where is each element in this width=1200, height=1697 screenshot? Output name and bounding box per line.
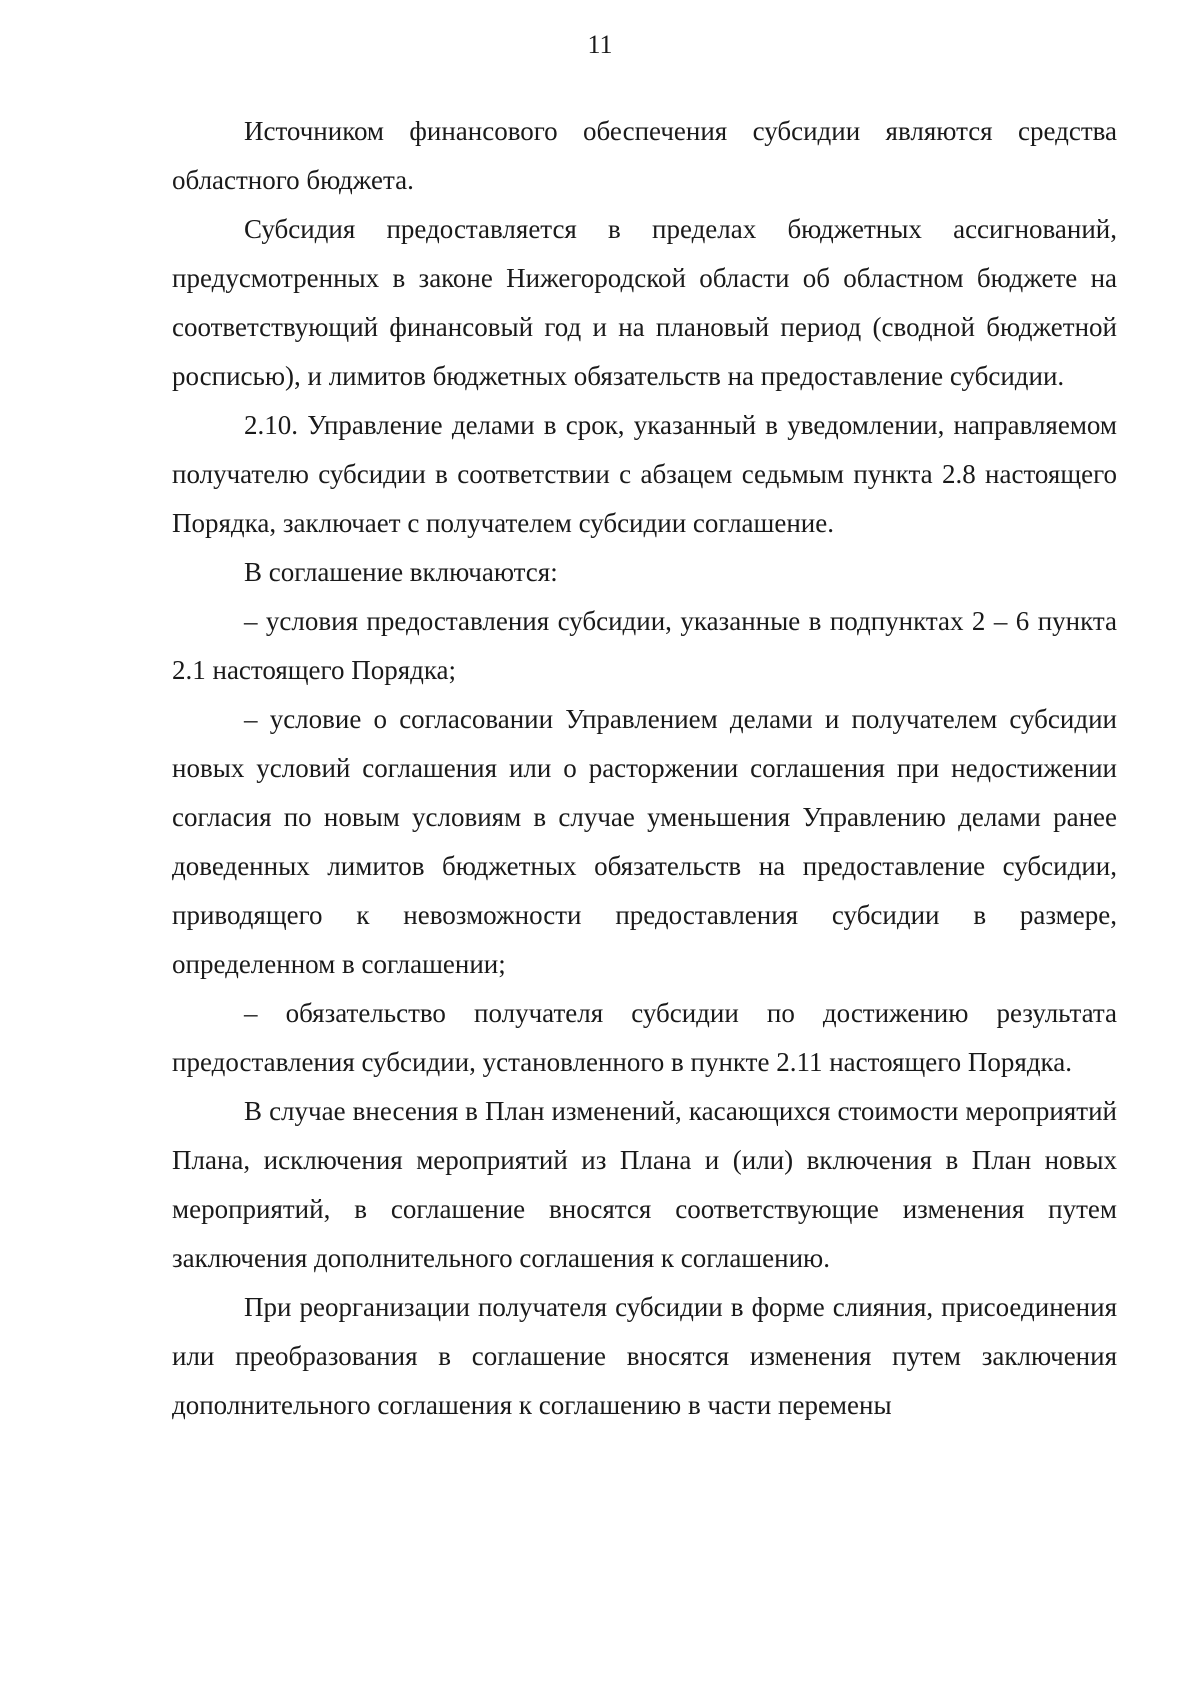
- page-number: 11: [587, 30, 613, 59]
- list-item-conditions: – условия предоставления субсидии, указанные в подпунктах 2 – 6 пункта 2.1 настоящего Порядка;: [172, 606, 1117, 685]
- paragraph-funding-source: Источником финансового обеспечения субсидии являются средства областного бюджета.: [172, 116, 1117, 195]
- document-body: [172, 107, 1117, 1430]
- list-item-obligation: – обязательство получателя субсидии по достижению результата предоставления субсидии, установленного в пункте 2.11 настоящего Порядка.: [172, 998, 1117, 1077]
- list-item-agreement-changes: – условие о согласовании Управлением делами и получателем субсидии новых условий соглашения или о расторжении соглашения при недостижении согласия по новым условиям в случае уменьшения Управлению делами ранее доведенных лимитов бюджетных обязательств на предоставление субсидии, приводящего к невозможности предоставления субсидии в размере, определенном в соглашении;: [172, 704, 1117, 979]
- paragraph-plan-changes: В случае внесения в План изменений, касающихся стоимости мероприятий Плана, исключения мероприятий из Плана и (или) включения в План новых мероприятий, в соглашение вносятся соответствующие изменения путем заключения дополнительного соглашения к соглашению.: [172, 1096, 1117, 1273]
- paragraph-clause-2-10: 2.10. Управление делами в срок, указанный в уведомлении, направляемом получателю субсидии в соответствии с абзацем седьмым пункта 2.8 настоящего Порядка, заключает с получателем субсидии соглашение.: [172, 410, 1117, 538]
- paragraph-reorganization: При реорганизации получателя субсидии в форме слияния, присоединения или преобразования в соглашение вносятся изменения путем заключения дополнительного соглашения к соглашению в части перемены: [172, 1292, 1117, 1420]
- paragraph-subsidy-limits: Субсидия предоставляется в пределах бюджетных ассигнований, предусмотренных в законе Нижегородской области об областном бюджете на соответствующий финансовый год и на плановый период (сводной бюджетной росписью), и лимитов бюджетных обязательств на предоставление субсидии.: [172, 214, 1117, 391]
- paragraph-agreement-includes: В соглашение включаются:: [244, 557, 558, 587]
